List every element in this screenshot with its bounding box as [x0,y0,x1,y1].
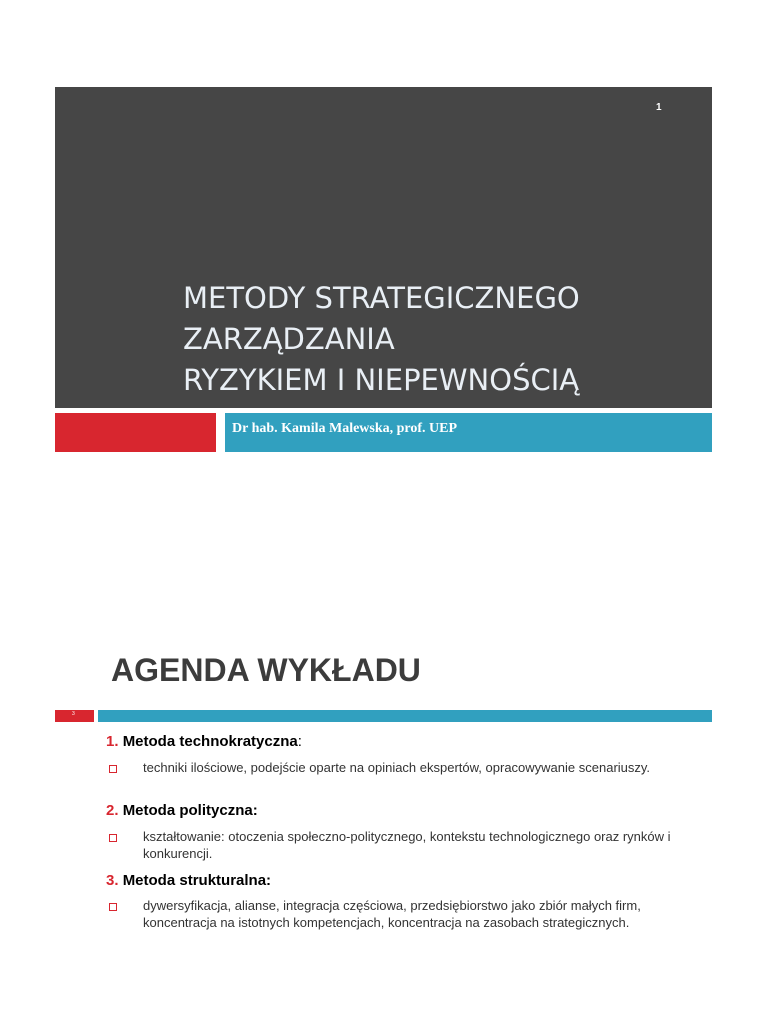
header-divider [98,710,712,722]
agenda-item-description: dywersyfikacja, alianse, integracja częściowa, przedsiębiorstwo jako zbiór małych firm, koncentracja na istotnych kompetencjach, koncentracja na zasobach strategicznych. [143,898,641,930]
agenda-item-3 [106,872,271,889]
red-accent-bar [55,413,216,452]
agenda-title: AGENDA WYKŁADU [111,652,421,688]
page-number: 1 [656,102,662,113]
agenda-item-label: Metoda polityczna: [122,802,258,819]
agenda-item-number: 2. [106,802,119,819]
square-bullet-icon [109,765,117,773]
square-bullet-icon [109,903,117,911]
slide-title-line-1: METODY STRATEGICZNEGO [183,281,580,315]
agenda-item-number: 3. [106,872,119,889]
agenda-item-suffix: : [297,733,302,750]
slide-number: 3 [72,711,75,717]
agenda-item-description: kształtowanie: otoczenia społeczno-politycznego, kontekstu technologicznego oraz rynków i konkurencji. [143,829,671,861]
slide-title-line-2: ZARZĄDZANIA [183,322,395,356]
agenda-item-1 [106,733,302,750]
agenda-item-2 [106,802,258,819]
agenda-item-description: techniki ilościowe, podejście oparte na opiniach ekspertów, opracowywanie scenariuszy. [143,760,651,775]
square-bullet-icon [109,834,117,842]
agenda-item-label: Metoda strukturalna: [122,872,272,889]
agenda-item-number: 1. [106,733,119,750]
slide-title [183,278,703,401]
slide-title-line-3: RYZYKIEM I NIEPEWNOŚCIĄ [183,363,580,397]
agenda-item-label: Metoda technokratyczna [122,733,298,750]
author-name: Dr hab. Kamila Malewska, prof. UEP [232,421,458,436]
